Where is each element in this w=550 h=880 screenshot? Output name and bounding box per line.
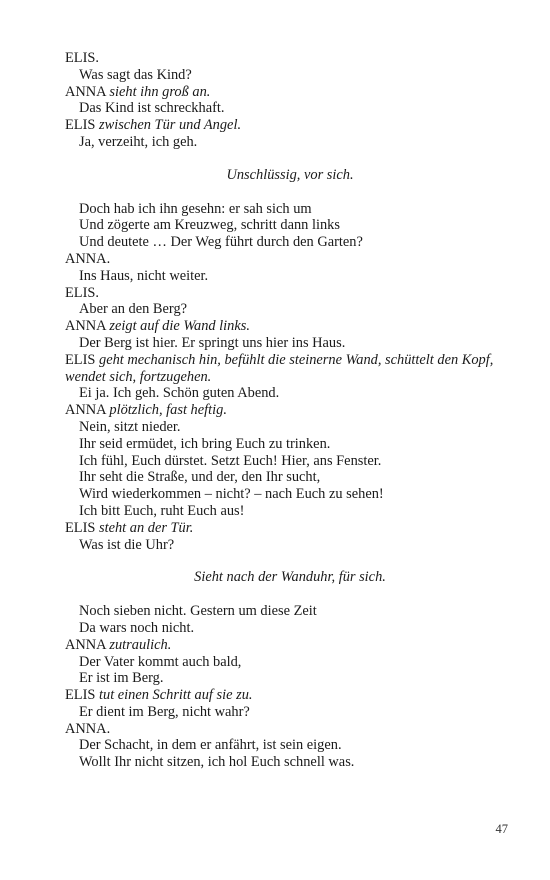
speech-line: Nein, sitzt nieder.: [79, 418, 181, 435]
speaker-line: [65, 687, 515, 704]
speaker-direction: sieht ihn groß an.: [109, 83, 211, 100]
speech-line: Da wars noch nicht.: [79, 619, 195, 636]
play-text: [65, 50, 515, 771]
speaker-line: [65, 352, 515, 386]
speaker-line: [65, 50, 515, 67]
speech-line: Er ist im Berg.: [79, 670, 164, 687]
speech-line: Was ist die Uhr?: [79, 536, 175, 553]
speaker-direction: tut einen Schritt auf sie zu.: [99, 687, 253, 704]
speaker-direction: steht an der Tür.: [99, 519, 194, 536]
speaker-line: [65, 84, 515, 101]
speaker-name: ELIS.: [65, 284, 99, 301]
stage-direction: Unschlüssig, vor sich.: [226, 166, 354, 183]
speaker-line: [65, 251, 515, 268]
speech-line: Aber an den Berg?: [79, 301, 188, 318]
speech-line: Und deutete … Der Weg führt durch den Garten?: [79, 234, 363, 251]
speaker-name: ANNA: [65, 318, 106, 335]
speaker-name: ELIS: [65, 687, 96, 704]
speaker-direction: zwischen Tür und Angel.: [99, 117, 242, 134]
speaker-name: ANNA.: [65, 250, 111, 267]
speaker-direction: geht mechanisch hin, befühlt die steinerne Wand, schüttelt den Kopf, wendet sich, fortzugehen.: [65, 351, 494, 385]
speech-line: Das Kind ist schreckhaft.: [79, 100, 225, 117]
speech-line: Wollt Ihr nicht sitzen, ich hol Euch schnell was.: [79, 754, 355, 771]
speech-line: Er dient im Berg, nicht wahr?: [79, 703, 250, 720]
speech-line: Noch sieben nicht. Gestern um diese Zeit: [79, 603, 317, 620]
speech-line: Ich fühl, Euch dürstet. Setzt Euch! Hier, ans Fenster.: [79, 452, 382, 469]
speaker-name: ELIS.: [65, 50, 99, 66]
speech-line: Wird wiederkommen – nicht? – nach Euch zu sehen!: [79, 486, 384, 503]
page-number: 47: [495, 822, 508, 836]
speaker-line: [65, 285, 515, 302]
speech-line: Der Berg ist hier. Er springt uns hier ins Haus.: [79, 334, 346, 351]
speech-line: Der Vater kommt auch bald,: [79, 653, 242, 670]
speaker-direction: zeigt auf die Wand links.: [109, 318, 250, 335]
stage-direction: Sieht nach der Wanduhr, für sich.: [194, 569, 386, 586]
speaker-name: ANNA: [65, 402, 106, 419]
speaker-line: [65, 520, 515, 537]
speaker-line: [65, 318, 515, 335]
speaker-name: ELIS: [65, 519, 96, 536]
speaker-name: ELIS: [65, 351, 96, 368]
speech-line: Und zögerte am Kreuzweg, schritt dann links: [79, 217, 340, 234]
speech-line: Ich bitt Euch, ruht Euch aus!: [79, 502, 245, 519]
speaker-line: [65, 721, 515, 738]
speaker-name: ANNA: [65, 636, 106, 653]
speech-line: Ihr seht die Straße, und der, den Ihr sucht,: [79, 469, 321, 486]
speech-line: Ins Haus, nicht weiter.: [79, 267, 209, 284]
speech-line: Der Schacht, in dem er anfährt, ist sein eigen.: [79, 737, 342, 754]
speaker-line: [65, 117, 515, 134]
speaker-name: ELIS: [65, 117, 96, 134]
speaker-name: ANNA.: [65, 720, 111, 737]
speaker-line: [65, 637, 515, 654]
speech-line: Was sagt das Kind?: [79, 66, 192, 83]
speech-line: Ihr seid ermüdet, ich bring Euch zu trinken.: [79, 435, 331, 452]
speech-line: Doch hab ich ihn gesehn: er sah sich um: [79, 200, 312, 217]
speech-line: Ja, verzeiht, ich geh.: [79, 133, 198, 150]
speaker-line: [65, 402, 515, 419]
speaker-name: ANNA: [65, 83, 106, 100]
speech-line: Ei ja. Ich geh. Schön guten Abend.: [79, 385, 280, 402]
speaker-direction: zutraulich.: [109, 636, 172, 653]
speaker-direction: plötzlich, fast heftig.: [109, 402, 227, 419]
